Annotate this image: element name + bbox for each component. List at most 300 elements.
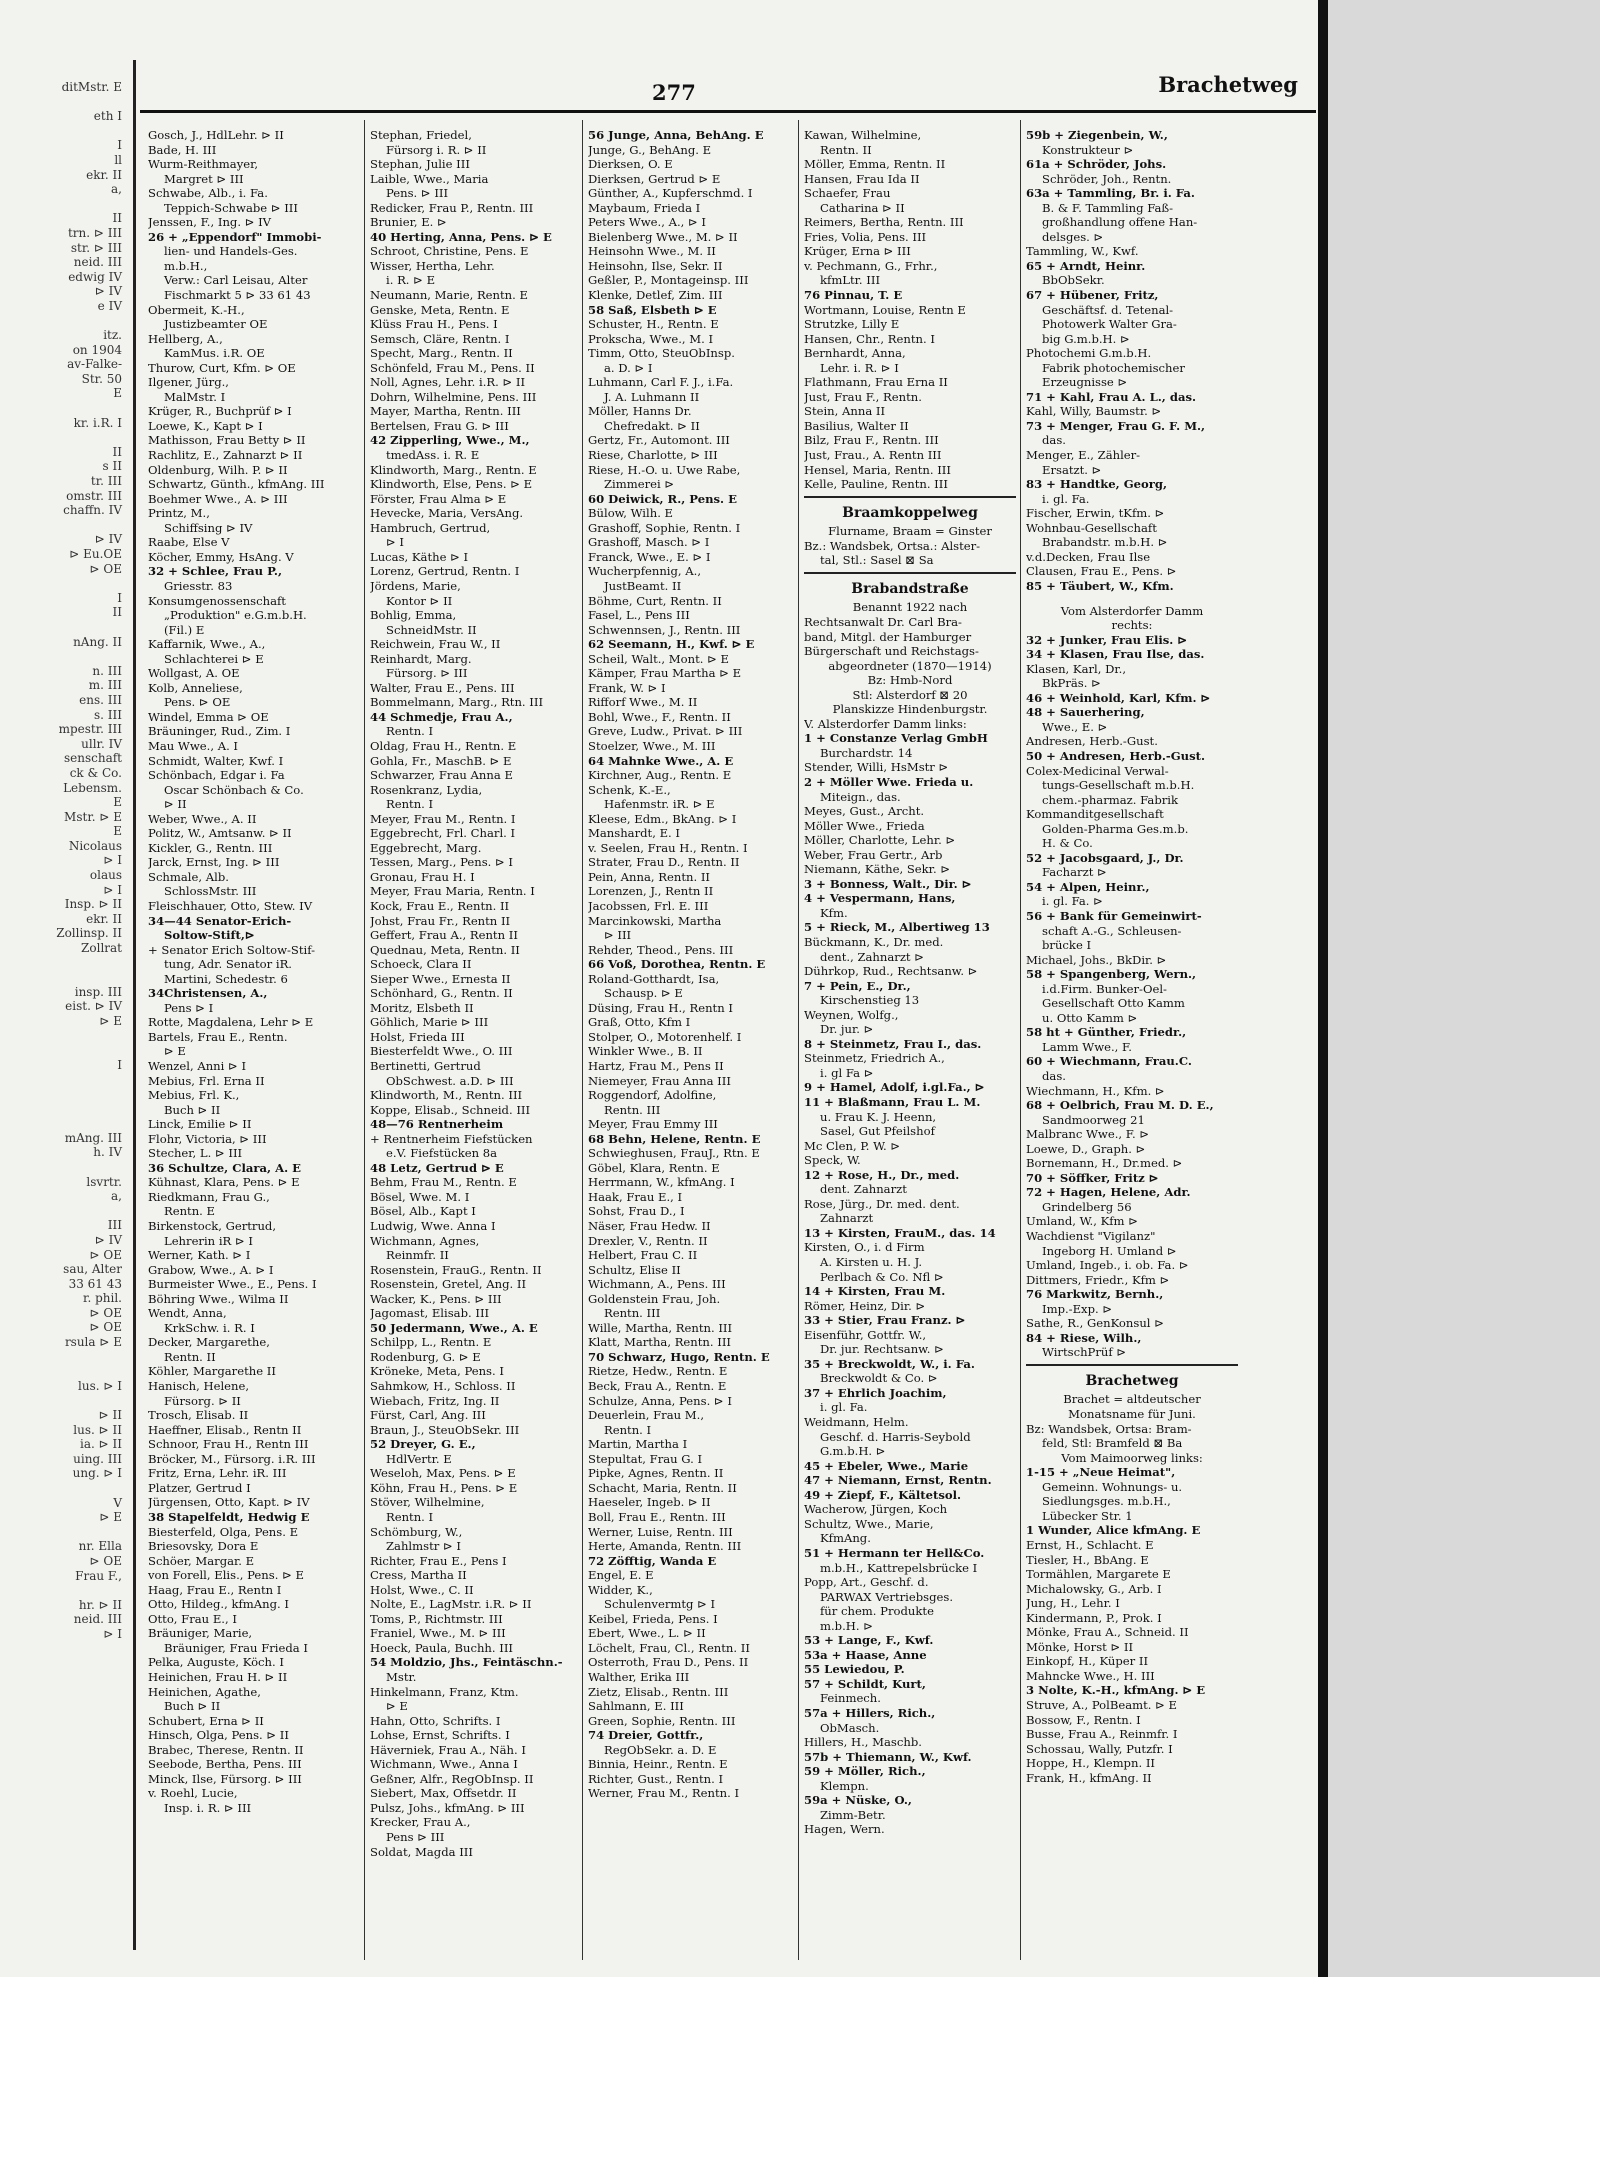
resident-entry: Schubert, Erna ⊳ II (148, 1713, 264, 1728)
resident-entry: Bernhardt, Anna, (804, 346, 906, 361)
house-number-entry: Soltow-Stift,⊳ (164, 928, 255, 943)
resident-entry: Griesstr. 83 (164, 578, 233, 593)
resident-entry: Rentn. II (820, 142, 872, 157)
resident-entry: Göbel, Klara, Rentn. E (588, 1160, 720, 1175)
left-trim-line (0, 1525, 128, 1540)
house-number-entry: 57 + Schildt, Kurt, (804, 1676, 926, 1691)
resident-entry: Kröneke, Meta, Pens. I (370, 1364, 504, 1379)
header-rule (140, 110, 1316, 113)
resident-entry: Flurname, Braam = Ginster (828, 524, 992, 539)
resident-entry: Drexler, V., Rentn. II (588, 1233, 708, 1248)
resident-entry: Kleese, Edm., BkAng. ⊳ I (588, 811, 737, 826)
resident-entry: tmedAss. i. R. E (386, 448, 480, 463)
resident-entry: Fürst, Carl, Ang. III (370, 1408, 486, 1423)
house-number-entry: 3 Nolte, K.-H., kfmAng. ⊳ E (1026, 1683, 1206, 1698)
column-divider (364, 120, 365, 1960)
resident-entry: e.V. Fiefstücken 8a (386, 1146, 498, 1161)
resident-entry: Klüss Frau H., Pens. I (370, 317, 498, 332)
resident-entry: Roland-Gotthardt, Isa, (588, 971, 720, 986)
resident-entry: a. D. ⊳ I (604, 360, 653, 375)
resident-entry: v. Pechmann, G., Frhr., (804, 258, 938, 273)
house-number-entry: 59b + Ziegenbein, W., (1026, 128, 1168, 142)
resident-entry: Geschf. d. Harris-Seybold (820, 1429, 971, 1444)
left-trim-line: on 1904 (72, 342, 122, 357)
house-number-entry: 2 + Möller Wwe. Frieda u. (804, 774, 974, 789)
resident-entry: Reichwein, Frau W., II (370, 637, 501, 652)
resident-entry: Reimers, Bertha, Rentn. III (804, 215, 964, 230)
resident-entry: Weynen, Wolfg., (804, 1007, 899, 1022)
resident-entry: Otto, Hildeg., kfmAng. I (148, 1597, 289, 1612)
resident-entry: Zimm-Betr. (820, 1807, 886, 1822)
resident-entry: Schnoor, Frau H., Rentn III (148, 1437, 309, 1452)
resident-entry: Jördens, Marie, (370, 578, 461, 593)
resident-entry: Holst, Frieda III (370, 1029, 465, 1044)
left-trim-line (0, 518, 128, 533)
resident-entry: Rentn. I (386, 797, 434, 812)
resident-entry: Mebius, Frl. K., (148, 1088, 240, 1103)
resident-entry: Holst, Wwe., C. II (370, 1582, 474, 1597)
resident-entry: m.b.H., Kattrepelsbrücke I (820, 1560, 978, 1575)
house-number-entry: 51 + Hermann ter Hell&Co. (804, 1545, 985, 1560)
resident-entry: Struve, A., PolBeamt. ⊳ E (1026, 1697, 1178, 1712)
resident-entry: Trosch, Elisab. II (148, 1408, 249, 1423)
resident-entry: Gohla, Fr., MaschB. ⊳ E (370, 753, 512, 768)
resident-entry: Kaffarnik, Wwe., A., (148, 637, 266, 652)
resident-entry: Böhme, Curt, Rentn. II (588, 593, 722, 608)
resident-entry: Semsch, Cläre, Rentn. I (370, 331, 510, 346)
left-trim-line: nr. Ella (78, 1539, 122, 1554)
resident-entry: Rosenstein, FrauG., Rentn. II (370, 1262, 542, 1277)
left-trim-line: ⊳ I (103, 853, 122, 868)
house-number-entry: 48 + Sauerhering, (1026, 705, 1145, 720)
resident-entry: Gemeinn. Wohnungs- u. (1042, 1479, 1183, 1494)
left-trim-line: ⊳ OE (89, 1553, 122, 1568)
resident-entry: Kontor ⊳ II (386, 593, 453, 608)
resident-entry: Hambruch, Gertrud, (370, 520, 491, 535)
resident-entry: Ersatzt. ⊳ (1042, 462, 1102, 477)
resident-entry: rechts: (1111, 618, 1153, 633)
resident-entry: Hagen, Wern. (804, 1822, 885, 1837)
resident-entry: Mahncke Wwe., H. III (1026, 1668, 1155, 1683)
house-number-entry: 38 Stapelfeldt, Hedwig E (148, 1509, 310, 1524)
resident-entry: Brunier, E. ⊳ (370, 215, 447, 230)
resident-entry: i. gl. Fa. (820, 1400, 868, 1415)
left-trim-line: mpestr. III (58, 722, 122, 737)
resident-entry: Kühnast, Klara, Pens. ⊳ E (148, 1175, 300, 1190)
resident-entry: Schlachterei ⊳ E (164, 651, 264, 666)
house-number-entry: 67 + Hübener, Fritz, (1026, 288, 1159, 303)
resident-entry: Schönhard, G., Rentn. II (370, 986, 513, 1001)
resident-entry: i. R. ⊳ E (386, 273, 436, 288)
left-trim-line (0, 430, 128, 445)
resident-entry: Buch ⊳ II (164, 1699, 221, 1714)
resident-entry: Schöer, Margar. E (148, 1553, 255, 1568)
left-trim-line (0, 956, 128, 971)
resident-entry: V. Alsterdorfer Damm links: (804, 716, 967, 731)
left-trim-line: II (112, 605, 122, 620)
resident-entry: Bilz, Frau F., Rentn. III (804, 433, 939, 448)
left-trim-line: II (112, 444, 122, 459)
resident-entry: Erzeugnisse ⊳ (1042, 375, 1128, 390)
resident-entry: Rentn. III (604, 1102, 661, 1117)
resident-entry: Bülow, Wilh. E (588, 506, 674, 521)
left-trim-line: senschaft (63, 751, 122, 766)
resident-entry: Kirsten, O., i. d Firm (804, 1240, 925, 1255)
resident-entry: Walter, Frau E., Pens. III (370, 680, 515, 695)
resident-entry: Schacht, Maria, Rentn. II (588, 1480, 737, 1495)
left-trim-line: lus. ⊳ I (78, 1378, 122, 1393)
resident-entry: Fries, Volia, Pens. III (804, 229, 927, 244)
resident-entry: Lehrerin iR ⊳ I (164, 1233, 253, 1248)
resident-entry: Schömburg, W., (370, 1524, 463, 1539)
resident-entry: Wisser, Hertha, Lehr. (370, 258, 495, 273)
resident-entry: SchneidMstr. II (386, 622, 477, 637)
resident-entry: Green, Sophie, Rentn. III (588, 1713, 736, 1728)
left-trim-line (0, 1583, 128, 1598)
house-number-entry: 50 Jedermann, Wwe., A. E (370, 1320, 538, 1335)
resident-entry: Koppe, Elisab., Schneid. III (370, 1102, 531, 1117)
left-trim-line: str. ⊳ III (70, 240, 122, 255)
resident-entry: Konstrukteur ⊳ (1042, 142, 1134, 157)
resident-entry: Graß, Otto, Kfm I (588, 1015, 691, 1030)
resident-entry: KfmAng. (820, 1531, 871, 1546)
left-trim-line: uing. III (73, 1451, 122, 1466)
house-number-entry: 35 + Breckwoldt, W., i. Fa. (804, 1356, 975, 1371)
resident-entry: Rentn. E (164, 1204, 216, 1219)
left-trim-line: II (112, 211, 122, 226)
house-number-entry: 40 Herting, Anna, Pens. ⊳ E (370, 229, 552, 244)
left-trim-line (0, 649, 128, 664)
house-number-entry: 62 Seemann, H., Kwf. ⊳ E (588, 637, 755, 652)
resident-entry: Maybaum, Frieda I (588, 200, 701, 215)
section-rule (804, 572, 1016, 574)
resident-entry: Fasel, L., Pens III (588, 608, 690, 623)
resident-entry: von Forell, Elis., Pens. ⊳ E (148, 1568, 304, 1583)
left-trim-line: ⊳ IV (94, 532, 122, 547)
house-number-entry: 84 + Riese, Wilh., (1026, 1330, 1142, 1345)
left-trim-line: lus. ⊳ II (73, 1422, 122, 1437)
resident-entry: (Fil.) E (164, 622, 205, 637)
resident-entry: big G.m.b.H. ⊳ (1042, 331, 1130, 346)
page-edge (1318, 0, 1328, 1977)
resident-entry: Bräuninger, Rud., Zim. I (148, 724, 291, 739)
resident-entry: Chefredakt. ⊳ II (604, 418, 700, 433)
house-number-entry: 57b + Thiemann, W., Kwf. (804, 1749, 972, 1764)
resident-entry: Hansen, Chr., Rentn. I (804, 331, 935, 346)
resident-entry: Wortmann, Louise, Rentn E (804, 302, 966, 317)
resident-entry: lien- und Handels-Ges. (164, 244, 298, 259)
left-trim-line: ⊳ I (103, 882, 122, 897)
resident-entry: Flohr, Victoria, ⊳ III (148, 1131, 267, 1146)
resident-entry: Franck, Wwe., E. ⊳ I (588, 549, 711, 564)
resident-entry: Hillers, H., Maschb. (804, 1735, 922, 1750)
resident-entry: Mönke, Horst ⊳ II (1026, 1639, 1134, 1654)
resident-entry: Schwartz, Günth., kfmAng. III (148, 477, 325, 492)
resident-entry: BbObSekr. (1042, 273, 1105, 288)
resident-entry: Breckwoldt & Co. ⊳ (820, 1371, 938, 1386)
resident-entry: Eggebrecht, Frl. Charl. I (370, 826, 516, 841)
resident-entry: Moritz, Elsbeth II (370, 1000, 474, 1015)
resident-entry: Feinmech. (820, 1691, 881, 1706)
house-number-entry: 32 + Junker, Frau Elis. ⊳ (1026, 632, 1188, 647)
resident-entry: Günther, A., Kupferschmd. I (588, 186, 753, 201)
left-trim-line: nAng. II (73, 634, 122, 649)
house-number-entry: 73 + Menger, Frau G. F. M., (1026, 418, 1206, 433)
resident-entry: Klindworth, Else, Pens. ⊳ E (370, 477, 533, 492)
resident-entry: Böhring Wwe., Wilma II (148, 1291, 289, 1306)
resident-entry: Stephan, Friedel, (370, 128, 472, 142)
resident-entry: Hoeck, Paula, Buchh. III (370, 1640, 514, 1655)
resident-entry: Rehder, Theod., Pens. III (588, 942, 734, 957)
resident-entry: Hinsch, Olga, Pens. ⊳ II (148, 1728, 289, 1743)
resident-entry: Sasel, Gut Pfeilshof (820, 1124, 935, 1139)
resident-entry: abgeordneter (1870—1914) (828, 658, 992, 673)
resident-entry: Hanisch, Helene, (148, 1379, 250, 1394)
house-number-entry: 54 Moldzio, Jhs., Feintäschn.- (370, 1655, 563, 1670)
resident-entry: kfmLtr. III (820, 273, 881, 288)
house-number-entry: 52 + Jacobsgaard, J., Dr. (1026, 850, 1184, 865)
left-trim-line: ditMstr. E (61, 80, 122, 94)
resident-entry: Bösel, Wwe. M. I (370, 1189, 470, 1204)
resident-entry: Golden-Pharma Ges.m.b. (1042, 821, 1189, 836)
resident-entry: Buch ⊳ II (164, 1102, 221, 1117)
resident-entry: Haag, Frau E., Rentn I (148, 1582, 282, 1597)
resident-entry: Meyer, Frau Emmy III (588, 1117, 718, 1132)
resident-entry: Klasen, Karl, Dr., (1026, 661, 1127, 676)
left-trim-line: I (117, 590, 122, 605)
resident-entry: Dittmers, Friedr., Kfm ⊳ (1026, 1272, 1170, 1287)
resident-entry: tungs-Gesellschaft m.b.H. (1042, 778, 1195, 793)
house-number-entry: 33 + Stier, Frau Franz. ⊳ (804, 1313, 966, 1328)
house-number-entry: 63a + Tammling, Br. i. Fa. (1026, 186, 1195, 201)
left-trim-line: ll (114, 152, 122, 167)
resident-entry: HdlVertr. E (386, 1451, 452, 1466)
resident-entry: Fischer, Erwin, tKfm. ⊳ (1026, 506, 1165, 521)
scanner-background (1328, 0, 1600, 1977)
resident-entry: Rose, Jürg., Dr. med. dent. (804, 1196, 960, 1211)
resident-entry: Bohlig, Emma, (370, 608, 457, 623)
resident-entry: Minck, Ilse, Fürsorg. ⊳ III (148, 1771, 302, 1786)
house-number-entry: 57a + Hillers, Rich., (804, 1705, 936, 1720)
house-number-entry: 70 Schwarz, Hugo, Rentn. E (588, 1349, 770, 1364)
resident-entry: Dr. jur. ⊳ (820, 1022, 874, 1037)
resident-entry: Colex-Medicinal Verwal- (1026, 763, 1169, 778)
resident-entry: u. Otto Kamm ⊳ (1042, 1010, 1138, 1025)
resident-entry: Stender, Willi, HsMstr ⊳ (804, 760, 949, 775)
left-trim-line (0, 1043, 128, 1058)
resident-entry: Tessen, Marg., Pens. ⊳ I (370, 855, 514, 870)
resident-entry: Jenssen, F., Ing. ⊳ IV (148, 215, 272, 230)
resident-entry: Wiebach, Fritz, Ing. II (370, 1393, 500, 1408)
resident-entry: Ingeborg H. Umland ⊳ (1042, 1243, 1177, 1258)
resident-entry: Schroot, Christine, Pens. E (370, 244, 529, 259)
resident-entry: Raabe, Else V (148, 535, 230, 550)
resident-entry: Pipke, Agnes, Rentn. II (588, 1466, 724, 1481)
house-number-entry: 14 + Kirsten, Frau M. (804, 1284, 946, 1299)
resident-entry: Fabrik photochemischer (1042, 360, 1185, 375)
resident-entry: H. & Co. (1042, 836, 1093, 851)
resident-entry: Menger, E., Zähler- (1026, 448, 1141, 463)
resident-entry: Scheil, Walt., Mont. ⊳ E (588, 651, 730, 666)
resident-entry: Rachlitz, E., Zahnarzt ⊳ II (148, 448, 303, 463)
section-rule (804, 496, 1016, 498)
resident-entry: + Senator Erich Soltow-Stif- (148, 942, 316, 957)
resident-entry: Sahmkow, H., Schloss. II (370, 1379, 516, 1394)
resident-entry: Walther, Erika III (588, 1669, 690, 1684)
resident-entry: Stolper, O., Motorenhelf. I (588, 1029, 742, 1044)
left-trim-line (0, 1350, 128, 1365)
house-number-entry: 7 + Pein, E., Dr., (804, 978, 911, 993)
left-trim-line: olaus (89, 868, 122, 883)
house-number-entry: 68 Behn, Helene, Rentn. E (588, 1131, 761, 1146)
resident-entry: Grindelberg 56 (1042, 1199, 1132, 1214)
left-trim-line: E (113, 386, 122, 401)
resident-entry: Miteign., das. (820, 789, 901, 804)
left-trim-line (0, 576, 128, 591)
left-trim-line: edwig IV (68, 269, 122, 284)
resident-entry: Birkenstock, Gertrud, (148, 1219, 277, 1234)
resident-entry: Nolte, E., LagMstr. i.R. ⊳ II (370, 1597, 532, 1612)
resident-entry: Tormählen, Margarete E (1026, 1567, 1171, 1582)
resident-entry: Schönfeld, Frau M., Pens. II (370, 360, 535, 375)
resident-entry: SchlossMstr. III (164, 884, 257, 899)
resident-entry: Frank, W. ⊳ I (588, 680, 666, 695)
resident-entry: Gertz, Fr., Automont. III (588, 433, 730, 448)
resident-entry: Schwennsen, J., Rentn. III (588, 622, 741, 637)
resident-entry: Bommelmann, Marg., Rtn. III (370, 695, 544, 710)
house-number-entry: 56 + Bank für Gemeinwirt- (1026, 908, 1202, 923)
resident-entry: Schossau, Wally, Putzfr. I (1026, 1741, 1173, 1756)
resident-entry: Kirchner, Aug., Rentn. E (588, 768, 732, 783)
resident-entry: Strutzke, Lilly E (804, 317, 900, 332)
resident-entry: Werner, Frau M., Rentn. I (588, 1786, 740, 1801)
house-number-entry: 13 + Kirsten, FrauM., das. 14 (804, 1225, 996, 1240)
resident-entry: Hafenmstr. iR. ⊳ E (604, 797, 715, 812)
resident-entry: Oldenburg, Wilh. P. ⊳ II (148, 462, 288, 477)
resident-entry: Boehmer Wwe., A. ⊳ III (148, 491, 288, 506)
resident-entry: Hoppe, H., Klempn. II (1026, 1756, 1155, 1771)
column-divider (1020, 120, 1021, 1960)
resident-entry: Wachdienst "Vigilanz" (1026, 1229, 1156, 1244)
left-trim-line: Nicolaus (68, 838, 122, 853)
resident-entry: Beck, Frau A., Rentn. E (588, 1379, 727, 1394)
column-divider (582, 120, 583, 1960)
resident-entry: Fischmarkt 5 ⊳ 33 61 43 (164, 288, 311, 303)
resident-entry: Schwieghusen, FrauJ., Rtn. E (588, 1146, 760, 1161)
resident-entry: Bohl, Wwe., F., Rentn. II (588, 709, 731, 724)
resident-entry: Fleischhauer, Otto, Stew. IV (148, 898, 313, 913)
resident-entry: Oldag, Frau H., Rentn. E (370, 738, 517, 753)
resident-entry: Möller, Emma, Rentn. II (804, 157, 946, 172)
left-trim-line: a, (111, 182, 122, 197)
resident-entry: Noll, Agnes, Lehr. i.R. ⊳ II (370, 375, 526, 390)
house-number-entry: 60 Deiwick, R., Pens. E (588, 491, 737, 506)
resident-entry: Stl: Alsterdorf ⊠ 20 (852, 687, 968, 702)
left-trim-line: sau, Alter (63, 1262, 122, 1277)
resident-entry: RegObSekr. a. D. E (604, 1742, 717, 1757)
resident-entry: Umland, Ingeb., i. ob. Fa. ⊳ (1026, 1258, 1189, 1273)
resident-entry: Wendt, Anna, (148, 1306, 227, 1321)
resident-entry: Ernst, H., Schlacht. E (1026, 1537, 1154, 1552)
resident-entry: + Rentnerheim Fiefstücken (370, 1131, 533, 1146)
resident-entry: Dierksen, Gertrud ⊳ E (588, 171, 721, 186)
resident-entry: Planskizze Hindenburgstr. (832, 702, 988, 717)
resident-entry: Photowerk Walter Gra- (1042, 317, 1177, 332)
resident-entry: Kindermann, P., Prok. I (1026, 1610, 1162, 1625)
resident-entry: Wohnbau-Gesellschaft (1026, 520, 1157, 535)
left-trim-line: ⊳ IV (94, 284, 122, 299)
resident-entry: Mathisson, Frau Betty ⊳ II (148, 433, 306, 448)
left-trim-line: Lebensm. (63, 780, 122, 795)
resident-entry: Basilius, Walter II (804, 418, 909, 433)
resident-entry: Werner, Luise, Rentn. III (588, 1524, 733, 1539)
resident-entry: Lamm Wwe., F. (1042, 1039, 1132, 1054)
resident-entry: Burchardstr. 14 (820, 745, 913, 760)
resident-entry: Kahl, Willy, Baumstr. ⊳ (1026, 404, 1162, 419)
resident-entry: Werner, Kath. ⊳ I (148, 1248, 251, 1263)
house-number-entry: 60 + Wiechmann, Frau.C. (1026, 1054, 1192, 1069)
resident-entry: m.b.H. ⊳ (820, 1618, 873, 1633)
resident-entry: Helbert, Frau C. II (588, 1248, 698, 1263)
resident-entry: Sieper Wwe., Ernesta II (370, 971, 511, 986)
resident-entry: A. Kirsten u. H. J. (820, 1255, 923, 1270)
house-number-entry: 72 Zöfftig, Wanda E (588, 1553, 717, 1568)
resident-entry: Kock, Frau E., Rentn. II (370, 898, 510, 913)
resident-entry: tal, Stl.: Sasel ⊠ Sa (820, 553, 934, 568)
resident-entry: Mayer, Martha, Rentn. III (370, 404, 521, 419)
house-number-entry: 11 + Blaßmann, Frau L. M. (804, 1095, 981, 1109)
resident-entry: Wwe., E. ⊳ (1042, 719, 1108, 734)
resident-entry: Jarck, Ernst, Ing. ⊳ III (148, 855, 280, 870)
street-heading: Brabandstraße (851, 580, 969, 597)
resident-entry: Richter, Frau E., Pens I (370, 1553, 507, 1568)
resident-entry: Schulenvermtg ⊳ I (604, 1597, 716, 1612)
resident-entry: Michalowsky, G., Arb. I (1026, 1581, 1162, 1596)
resident-entry: Rotte, Magdalena, Lehr ⊳ E (148, 1015, 314, 1030)
left-trim-line: tr. III (90, 474, 122, 489)
left-trim-line: ⊳ OE (89, 1320, 122, 1335)
resident-entry: Bade, H. III (148, 142, 217, 157)
resident-entry: Monatsname für Juni. (1068, 1407, 1196, 1422)
resident-entry: Windel, Emma ⊳ OE (148, 709, 269, 724)
left-trim-line: m. III (88, 678, 122, 693)
left-trim-line: av-Falke- (67, 357, 122, 372)
resident-entry: Pens ⊳ III (386, 1829, 445, 1844)
house-number-entry: 47 + Niemann, Ernst, Rentn. (804, 1473, 992, 1488)
resident-entry: Riese, Charlotte, ⊳ III (588, 448, 718, 463)
resident-entry: Mstr. (386, 1669, 417, 1684)
resident-entry: Bertelsen, Frau G. ⊳ III (370, 418, 509, 433)
resident-entry: JustBeamt. II (604, 578, 682, 593)
resident-entry: Brabec, Therese, Rentn. II (148, 1742, 304, 1757)
left-trim-line (0, 1029, 128, 1044)
house-number-entry: 48 Letz, Gertrud ⊳ E (370, 1160, 504, 1175)
resident-entry: Osterroth, Frau D., Pens. II (588, 1655, 749, 1670)
house-number-entry: 49 + Ziepf, F., Kältetsol. (804, 1487, 962, 1502)
resident-entry: Vom Alsterdorfer Damm (1060, 603, 1204, 618)
resident-entry: Frank, H., kfmAng. II (1026, 1770, 1152, 1785)
resident-entry: Weber, Wwe., A. II (148, 811, 257, 826)
resident-entry: Stoelzer, Wwe., M. III (588, 738, 716, 753)
resident-entry: Weseloh, Max, Pens. ⊳ E (370, 1466, 516, 1481)
resident-entry: WirtschPrüf ⊳ (1042, 1345, 1127, 1360)
house-number-entry: 45 + Ebeler, Wwe., Marie (804, 1458, 969, 1473)
resident-entry: Bösel, Alb., Kapt I (370, 1204, 476, 1219)
directory-column-1 (148, 128, 360, 1958)
resident-entry: Luhmann, Carl F. J., i.Fa. (588, 375, 734, 390)
resident-entry: Grashoff, Masch. ⊳ I (588, 535, 710, 550)
resident-entry: Prokscha, Wwe., M. I (588, 331, 714, 346)
